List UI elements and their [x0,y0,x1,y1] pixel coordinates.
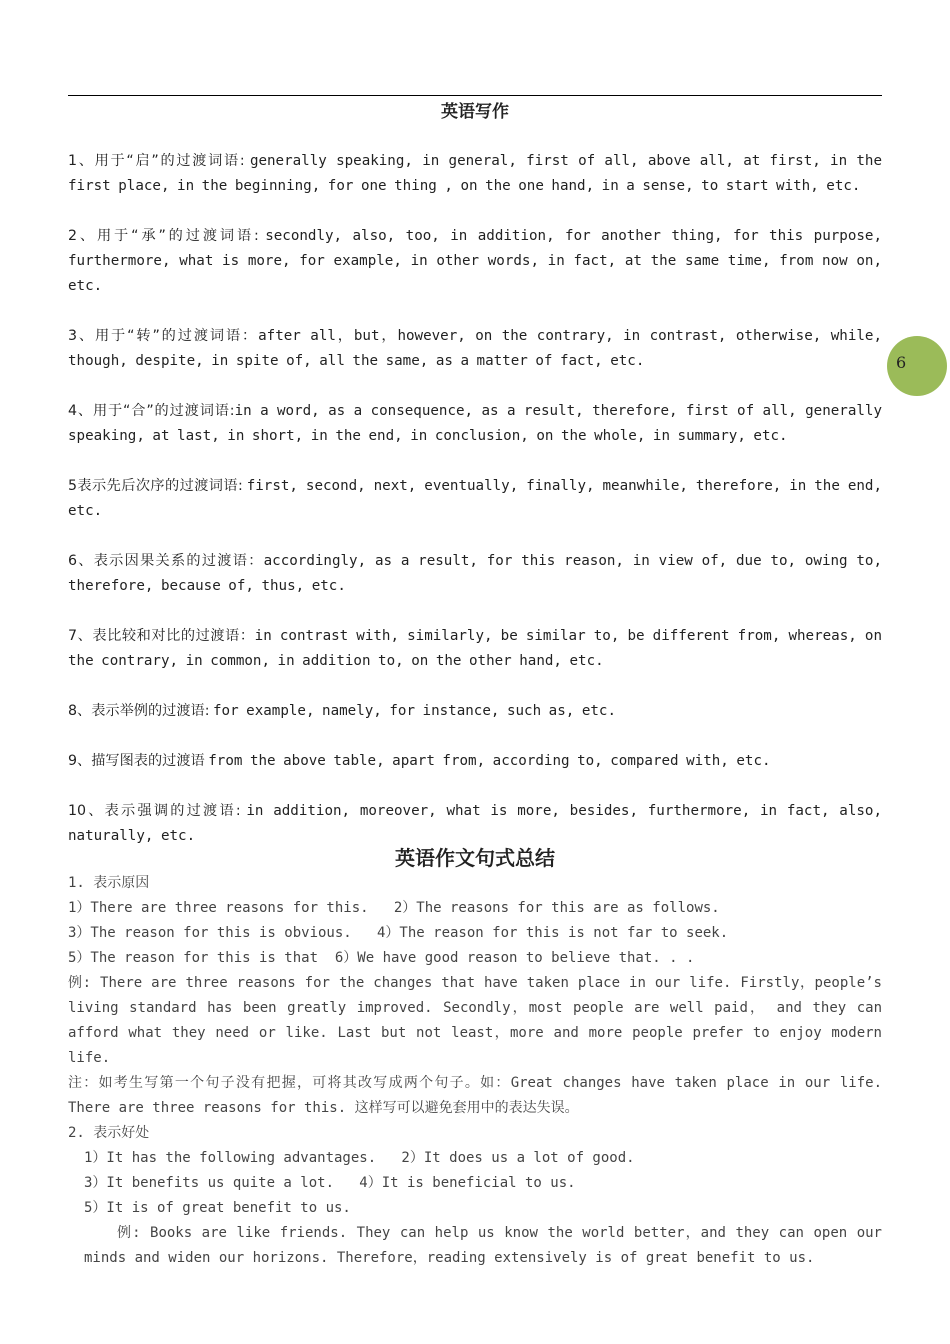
transition-words: secondly, also, too, in addition, for another thing, for this purpose, furthermore, what is more, for example, in other words, in fact, at the same time, from now on, etc. [68,228,882,294]
transition-item [68,324,882,374]
transition-label: 9、描写图表的过渡语 [68,753,209,769]
transition-item [68,749,882,774]
pattern-line: 1）It has the following advantages. 2）It does us a lot of good. [84,1150,635,1166]
document-title: 英语写作 [441,102,509,122]
pattern-line: 3）It benefits us quite a lot. 4）It is beneficial to us. [84,1175,576,1191]
transition-item [68,149,882,199]
transition-words: accordingly, as a result, for this reason, in view of, due to, owing to, therefore, because of, thus, etc. [68,553,882,594]
page-number-badge [887,336,947,396]
pattern-line: 1）There are three reasons for this. 2）The reasons for this are as follows. [68,900,720,916]
page-number: 6 [896,353,907,372]
transition-label: 2、用于“承”的过渡词语: [68,228,266,244]
transition-label: 1、用于“启”的过渡词语: [68,153,250,169]
transition-item [68,549,882,599]
summary-title: 英语作文句式总结 [395,846,555,870]
transition-label: 5表示先后次序的过渡词语: [68,478,247,494]
example-text: 例: Books are like friends. They can help us know the world better，and they can open our minds and widen our horizons. Therefore，reading extensively is of great benefit to us. [84,1225,882,1266]
transition-label: 4、用于“合”的过渡词语: [68,403,235,419]
transition-label: 8、表示举例的过渡语: [68,703,214,719]
transition-words: in addition, moreover, what is more, besides, furthermore, in fact, also, naturally, etc. [68,803,883,844]
transition-label: 10、表示强调的过渡语: [68,803,247,819]
example-paragraph [68,1221,882,1271]
pattern-line: 3）The reason for this is obvious. 4）The reason for this is not far to seek. [68,925,729,941]
header-rule [68,95,882,96]
pattern-line: 5）It is of great benefit to us. [84,1200,351,1216]
pattern-line: 5）The reason for this is that 6）We have good reason to believe that. . . [68,950,695,966]
transition-words: for example, namely, for instance, such as, etc. [213,703,617,719]
transition-words: in contrast with, similarly, be similar to, be different from, whereas, on the contrary, in common, in addition to, on the other hand, etc. [68,628,883,669]
section-heading-reasons: 1. 表示原因 [68,875,150,891]
transition-label: 6、表示因果关系的过渡语： [68,553,264,569]
transition-item [68,699,882,724]
transition-item [68,624,882,674]
example-paragraph: 例: There are three reasons for the changes that have taken place in our life. Firstly，people’s living standard has been greatly improved. Secondly，most people are well paid， and they can afford what they need or like. Last but not least，more and more people prefer to enjoy modern life. [68,975,882,1066]
transition-list [68,149,882,849]
transition-words: after all，but，however, on the contrary, in contrast, otherwise, while, though, despite, in spite of, all the same, as a matter of fact, etc. [68,328,882,369]
transition-item [68,224,882,299]
transition-words: in a word, as a consequence, as a result, therefore, first of all, generally speaking, at last, in short, in the end, in conclusion, on the whole, in summary, etc. [68,403,882,444]
transition-words: generally speaking, in general, first of all, above all, at first, in the first place, in the beginning, for one thing , on the one hand, in a sense, to start with, etc. [68,153,882,194]
note-paragraph: 注：如考生写第一个句子没有把握，可将其改写成两个句子。如：Great changes have taken place in our life. There are three reasons for this. 这样写可以避免套用中的表达失误。 [68,1075,882,1116]
summary-section [68,871,882,1271]
transition-label: 3、用于“转”的过渡词语： [68,328,259,344]
transition-item [68,399,882,449]
transition-item [68,799,882,849]
transition-words: first, second, next, eventually, finally, meanwhile, therefore, in the end, etc. [68,478,882,519]
transition-item [68,474,882,524]
transition-label: 7、表比较和对比的过渡语： [68,628,255,644]
section-heading-benefits: 2. 表示好处 [68,1125,150,1141]
transition-words: from the above table, apart from, according to, compared with, etc. [208,753,771,769]
